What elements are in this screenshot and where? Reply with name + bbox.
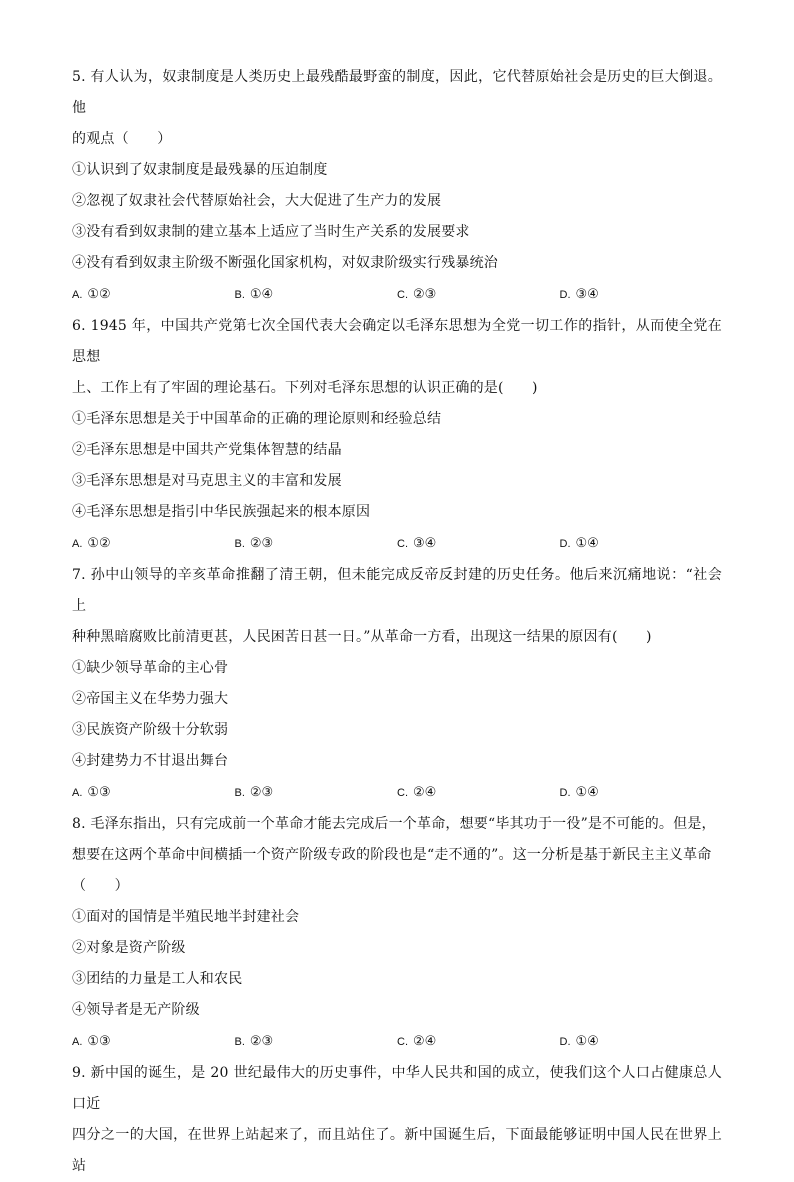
choice-letter: B. [234,787,245,799]
statement-1: ①毛泽东思想是关于中国革命的正确的理论原则和经验总结 [72,411,442,427]
statement-2: ②毛泽东思想是中国共产党集体智慧的结晶 [72,442,342,458]
question-stem-line: 种种黑暗腐败比前清更甚，人民困苦日甚一日。”从革命一方看，出现这一结果的原因有( ) [72,629,652,645]
statement-2: ②帝国主义在华势力强大 [72,691,229,707]
question-5 [72,62,722,311]
choice-a[interactable] [72,279,235,311]
choice-text: ③④ [575,287,599,302]
choice-text: ①③ [87,785,111,800]
statement-1: ①缺少领导革命的主心骨 [72,660,229,676]
choice-text: ②③ [249,1034,274,1049]
choice-text: ①② [87,536,111,551]
answer-choices [72,1026,722,1058]
statement-4: ④毛泽东思想是指引中华民族强起来的根本原因 [72,504,371,520]
statement-4: ④封建势力不甘退出舞台 [72,753,229,769]
question-stem-line: 想要在这两个革命中间横插一个资产阶级专政的阶段也是“走不通的”。这一分析是基于新民主主义革命 [72,847,712,863]
statement-3: ③毛泽东思想是对马克思主义的丰富和发展 [72,473,342,489]
choice-letter: B. [234,289,245,301]
statement-4: ④没有看到奴隶主阶级不断强化国家机构，对奴隶阶级实行残暴统治 [72,255,498,271]
exam-page [72,62,722,1182]
question-stem-line: 四分之一的大国，在世界上站起来了，而且站住了。新中国诞生后，下面最能够证明中国人民在世界上站 [72,1127,722,1174]
choice-text: ②③ [413,287,437,302]
question-8 [72,809,722,1058]
choice-b[interactable] [235,528,398,560]
answer-choices [72,528,722,560]
choice-a[interactable] [72,528,235,560]
choice-text: ①② [87,287,111,302]
question-6 [72,311,722,560]
choice-letter: C. [397,787,408,799]
choice-text: ②③ [249,536,274,551]
choice-letter: C. [397,538,408,550]
statement-4: ④领导者是无产阶级 [72,1002,200,1018]
question-stem-line: 7. 孙中山领导的辛亥革命推翻了清王朝，但未能完成反帝反封建的历史任务。他后来沉痛地说：“社会上 [72,567,722,614]
question-stem-line: 9. 新中国的诞生，是 20 世纪最伟大的历史事件，中华人民共和国的成立，使我们这个人口占健康总人口近 [72,1065,722,1112]
choice-letter: B. [234,538,245,550]
question-stem-line: 上、工作上有了牢固的理论基石。下列对毛泽东思想的认识正确的是( ) [72,380,538,396]
choice-b[interactable] [235,777,398,809]
choice-text: ②③ [249,785,274,800]
choice-text: ①④ [249,287,274,302]
statement-1: ①认识到了奴隶制度是最残暴的压迫制度 [72,162,328,178]
statement-3: ③民族资产阶级十分软弱 [72,722,229,738]
choice-b[interactable] [235,1026,398,1058]
choice-letter: A. [72,538,83,550]
choice-d[interactable] [560,528,723,560]
choice-d[interactable] [560,777,723,809]
choice-letter: D. [559,289,571,301]
choice-letter: D. [559,1036,571,1048]
choice-letter: D. [559,538,571,550]
choice-c[interactable] [397,528,560,560]
choice-text: ①④ [575,785,599,800]
choice-text: ①④ [575,1034,599,1049]
choice-d[interactable] [560,279,723,311]
choice-letter: A. [72,787,83,799]
question-stem-line: 8. 毛泽东指出，只有完成前一个革命才能去完成后一个革命，想要“毕其功于一役”是不可能的。但是， [72,816,716,832]
choice-c[interactable] [397,1026,560,1058]
choice-letter: C. [397,1036,408,1048]
statement-1: ①面对的国情是半殖民地半封建社会 [72,909,300,925]
statement-3: ③没有看到奴隶制的建立基本上适应了当时生产关系的发展要求 [72,224,470,240]
question-stem-line: （ ） [72,878,129,894]
choice-letter: A. [72,289,83,301]
choice-letter: C. [397,289,408,301]
question-7 [72,560,722,809]
choice-c[interactable] [397,777,560,809]
statement-2: ②对象是资产阶级 [72,940,186,956]
choice-c[interactable] [397,279,560,311]
answer-choices [72,279,722,311]
statement-2: ②忽视了奴隶社会代替原始社会，大大促进了生产力的发展 [72,193,442,209]
choice-text: ①③ [87,1034,111,1049]
choice-b[interactable] [235,279,398,311]
choice-letter: D. [559,787,571,799]
choice-d[interactable] [560,1026,723,1058]
answer-choices [72,777,722,809]
question-stem-line: 6. 1945 年，中国共产党第七次全国代表大会确定以毛泽东思想为全党一切工作的指针，从而使全党在思想 [72,318,722,365]
question-9 [72,1058,722,1182]
question-stem-line: 5. 有人认为，奴隶制度是人类历史上最残酷最野蛮的制度，因此，它代替原始社会是历史的巨大倒退。他 [72,69,722,116]
choice-a[interactable] [72,777,235,809]
choice-text: ①④ [575,536,599,551]
statement-3: ③团结的力量是工人和农民 [72,971,243,987]
choice-letter: B. [234,1036,245,1048]
choice-text: ②④ [413,785,437,800]
question-stem-line: 的观点（ ） [72,131,172,147]
choice-letter: A. [72,1036,83,1048]
choice-text: ②④ [413,1034,437,1049]
choice-text: ③④ [413,536,437,551]
choice-a[interactable] [72,1026,235,1058]
